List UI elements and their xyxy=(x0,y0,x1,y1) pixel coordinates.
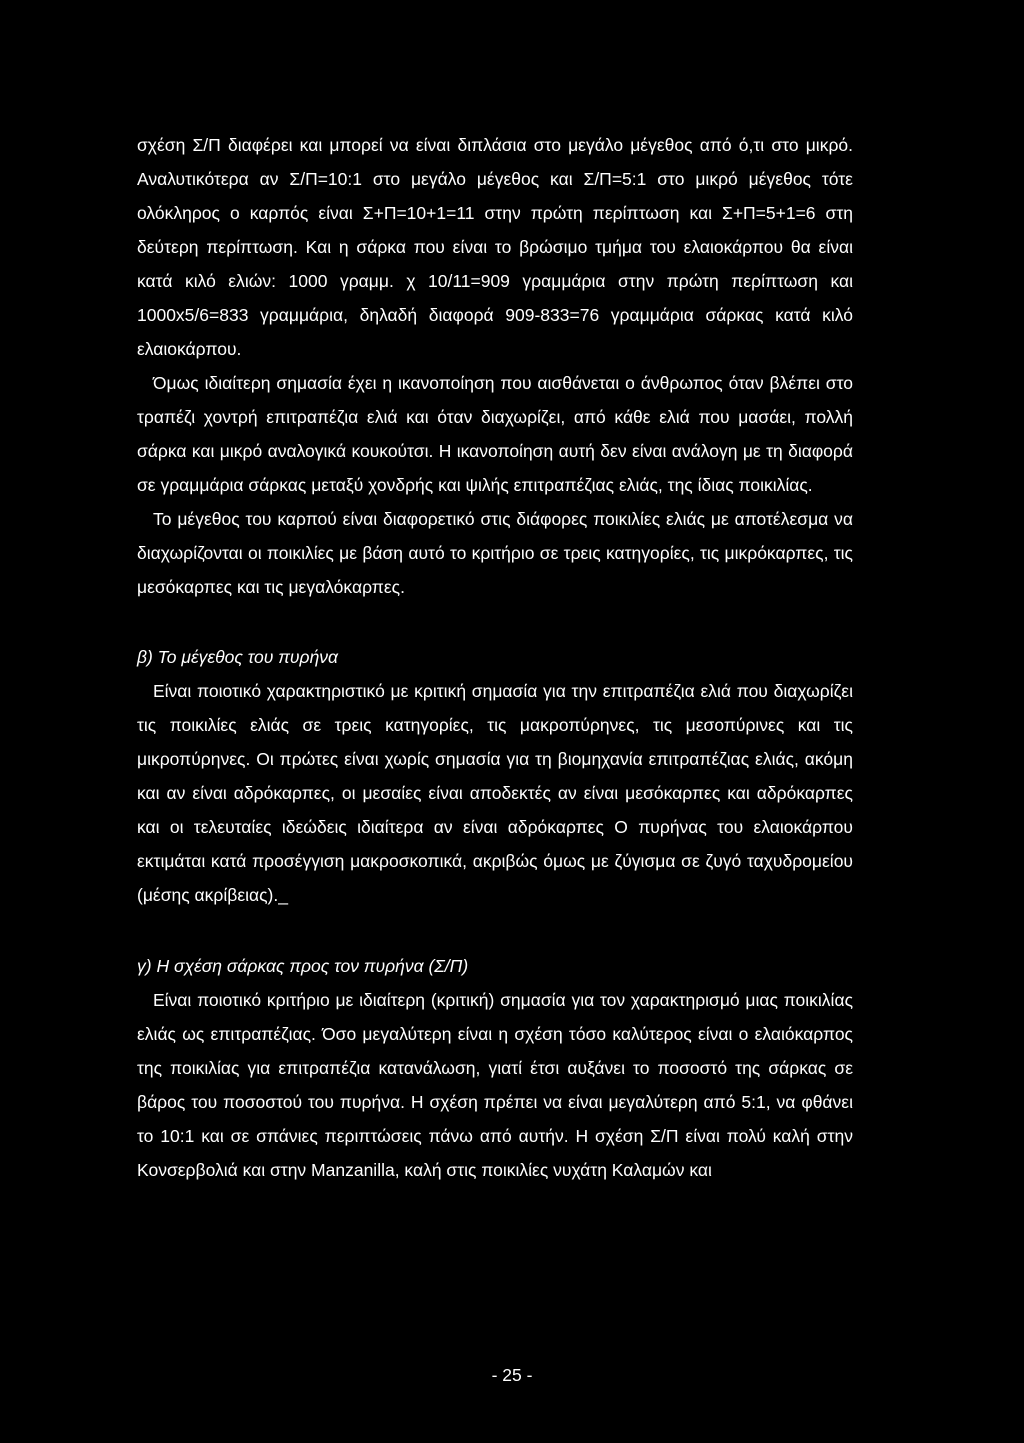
paragraph-satisfaction: Όμως ιδιαίτερη σημασία έχει η ικανοποίηση που αισθάνεται ο άνθρωπος όταν βλέπει στο τραπέζι χοντρή επιτραπέζια ελιά και όταν διαχωρίζει, από κάθε ελιά που μασάει, πολλή σάρκα και μικρό αναλογικά κουκούτσι. Η ικανοποίηση αυτή δεν είναι ανάλογη με τη διαφορά σε γραμμάρια σάρκας μεταξύ χονδρής και ψιλής επιτραπέζιας ελιάς, της ίδιας ποικιλίας. xyxy=(137,373,853,495)
paragraph-fruit-size: Το μέγεθος του καρπού είναι διαφορετικό στις διάφορες ποικιλίες ελιάς με αποτέλεσμα να διαχωρίζονται οι ποικιλίες με βάση αυτό το κριτήριο σε τρεις κατηγορίες, τις μικρόκαρπες, τις μεσόκαρπες και τις μεγαλόκαρπες. xyxy=(137,509,853,597)
section-heading-flesh-pit-ratio: γ) Η σχέση σάρκας προς τον πυρήνα (Σ/Π) xyxy=(137,956,469,976)
paragraph-flesh-pit-ratio: Είναι ποιοτικό κριτήριο με ιδιαίτερη (κριτική) σημασία για τον χαρακτηρισμό μιας ποικιλίας ελιάς ως επιτραπέζιας. Όσο μεγαλύτερη είναι η σχέση τόσο καλύτερος είναι ο ελαιόκαρπος της ποικιλίας για επιτραπέζια κατανάλωση, γιατί έτσι αυξάνει το ποσοστό της σάρκας σε βάρος του ποσοστού του πυρήνα. Η σχέση πρέπει να είναι μεγαλύτερη από 5:1, να φθάνει το 10:1 και σε σπάνιες περιπτώσεις πάνω από αυτήν. Η σχέση Σ/Π είναι πολύ καλή στην Κονσερβολιά και στην Manzanilla, καλή στις ποικιλίες νυχάτη Καλαμών και xyxy=(137,990,853,1180)
section-heading-pit-size: β) Το μέγεθος του πυρήνα xyxy=(137,647,339,667)
paragraph-flesh-ratio: σχέση Σ/Π διαφέρει και μπορεί να είναι διπλάσια στο μεγάλο μέγεθος από ό,τι στο μικρό. Αναλυτικότερα αν Σ/Π=10:1 στο μεγάλο μέγεθος και Σ/Π=5:1 στο μικρό μέγεθος τότε ολόκληρος ο καρπός είναι Σ+Π=10+1=11 στην πρώτη περίπτωση και Σ+Π=5+1=6 στη δεύτερη περίπτωση. Και η σάρκα που είναι το βρώσιμο τμήμα του ελαιοκάρπου θα είναι κατά κιλό ελιών: 1000 γραμμ. χ 10/11=909 γραμμάρια στην πρώτη περίπτωση και 1000x5/6=833 γραμμάρια, δηλαδή διαφορά 909-833=76 γραμμάρια σάρκας κατά κιλό ελαιοκάρπου. xyxy=(137,135,853,359)
paragraph-pit-size: Είναι ποιοτικό χαρακτηριστικό με κριτική σημασία για την επιτραπέζια ελιά που διαχωρίζει τις ποικιλίες ελιάς σε τρεις κατηγορίες, τις μακροπύρηνες, τις μεσοπύρινες και τις μικροπύρηνες. Οι πρώτες είναι χωρίς σημασία για τη βιομηχανία επιτραπέζιας ελιάς, ακόμη και αν είναι αδρόκαρπες, οι μεσαίες είναι αποδεκτές αν είναι μεσόκαρπες και αδρόκαρπες και οι τελευταίες ιδεώδεις ιδιαίτερα αν είναι αδρόκαρπες Ο πυρήνας του ελαιοκάρπου εκτιμάται κατά προσέγγιση μακροσκοπικά, ακριβώς όμως με ζύγισμα σε ζυγό ταχυδρομείου (μέσης ακρίβειας)._ xyxy=(137,681,853,905)
document-body xyxy=(137,128,853,1187)
page-number: - 25 - xyxy=(491,1365,533,1385)
